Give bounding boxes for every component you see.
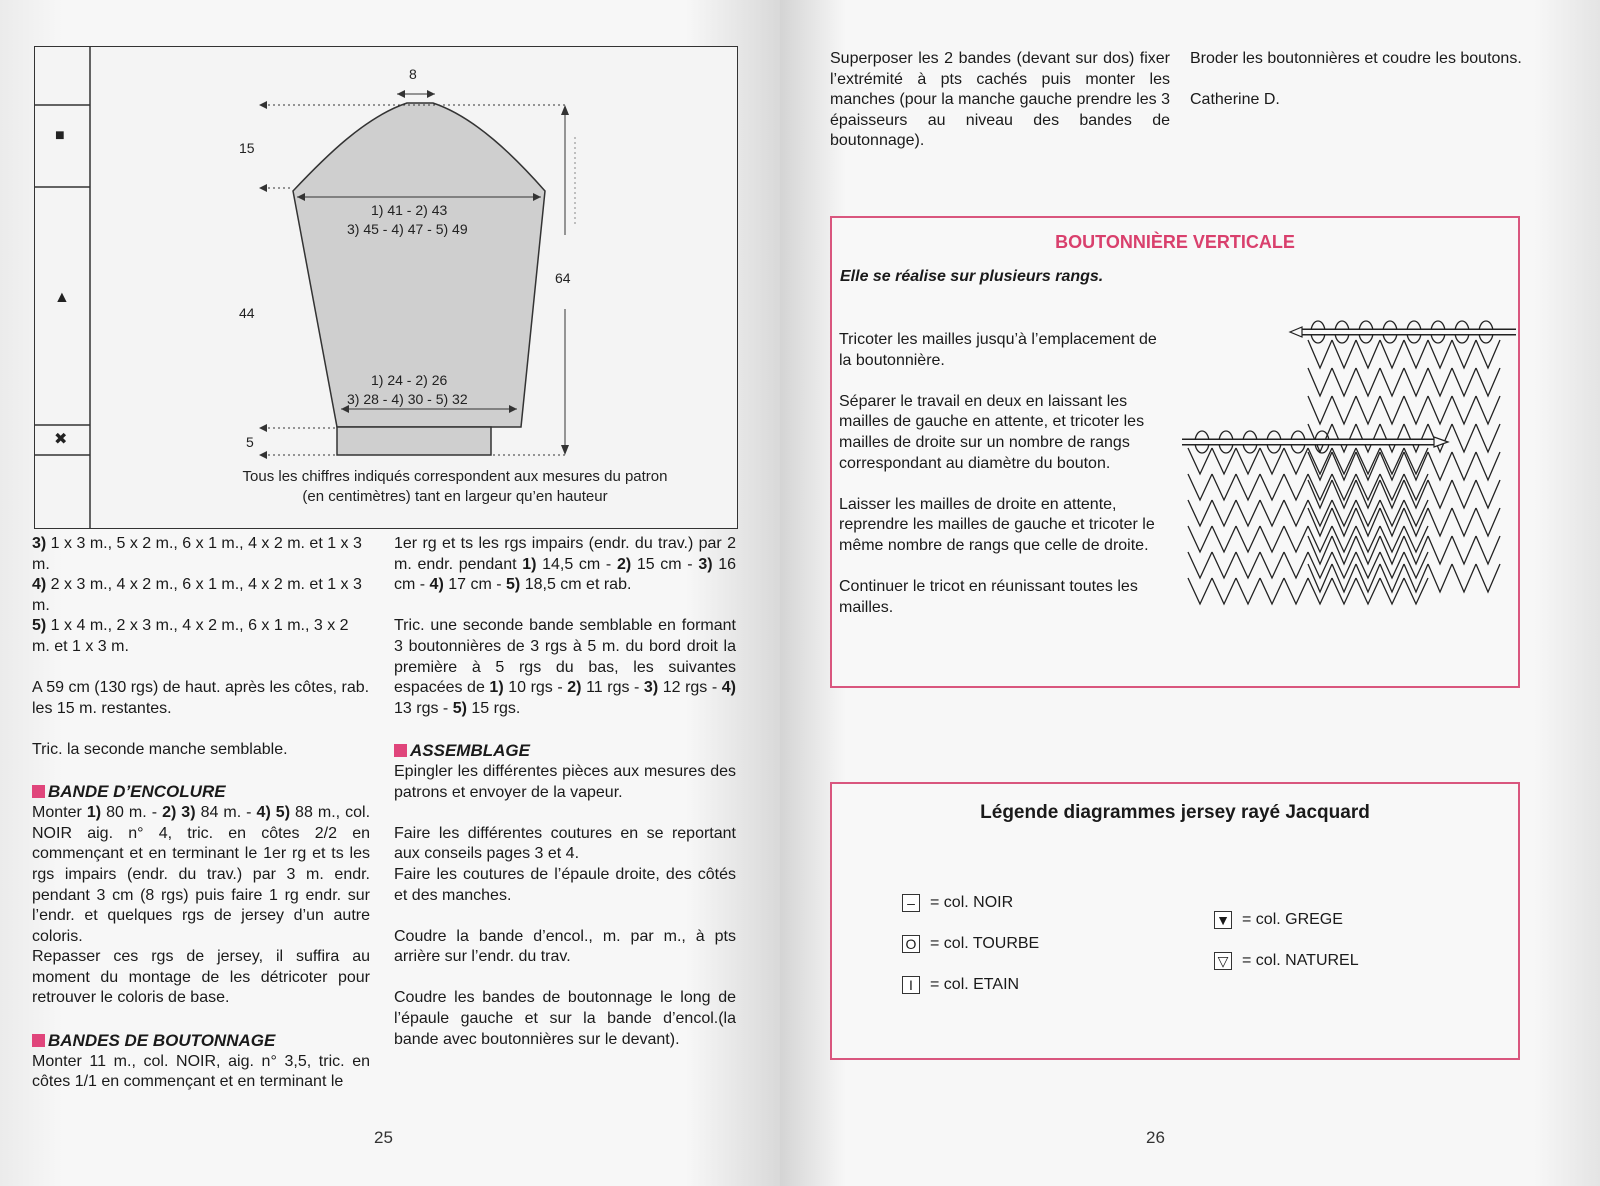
boutonniere-step-2: Séparer le travail en deux en laissant les mailles de gauche en attente, et tricoter les mailles de droite sur un nombre de rangs correspondant au diamètre du bouton. [839, 392, 1145, 472]
seconde-bande-paragraph: Tric. une seconde bande semblable en formant 3 boutonnières de 3 rgs à 5 m. du bord droit la première à 5 rgs du bas, les suivantes espacées de 1) 10 rgs - 2) 11 rgs - 3) 12 rgs - 4) 13 rgs - 5) 15 rgs. [394, 617, 736, 717]
dim-top: 8 [409, 66, 417, 82]
dim-cap-height: 15 [239, 140, 255, 156]
left-page [0, 0, 780, 1186]
diagram-caption-line2: (en centimètres) tant en largeur qu’en hauteur [302, 488, 608, 505]
size-3-decrease: 3) 1 x 3 m., 5 x 2 m., 6 x 1 m., 4 x 2 m. et 1 x 3 m. [32, 535, 362, 573]
upper-width-line2: 3) 45 - 4) 47 - 5) 49 [347, 221, 468, 237]
legend-item-naturel: ▽ = col. NATUREL [1214, 952, 1359, 970]
sleeve-drawing [35, 47, 737, 528]
legende-box [830, 782, 1520, 1060]
heading-bande-encolure: BANDE D’ENCOLURE [32, 781, 370, 803]
bande-rgs-paragraph: 1er rg et ts les rgs impairs (endr. du trav.) par 2 m. endr. pendant 1) 14,5 cm - 2) 15 cm - 3) 16 cm - 4) 17 cm - 5) 18,5 cm et rab. [394, 535, 737, 594]
dim-cuff-height: 5 [246, 434, 254, 450]
assemblage-p3: Faire les coutures de l’épaule droite, des côtés et des manches. [394, 865, 736, 904]
symbol-outline-triangle-icon: ▽ [1214, 952, 1232, 970]
signature: Catherine D. [1190, 91, 1280, 109]
encolure-repasser: Repasser ces rgs de jersey, il suffira au moment du montage de les détricoter pour retrouver le coloris de base. [32, 948, 370, 1007]
boutonniere-subtitle: Elle se réalise sur plusieurs rangs. [840, 268, 1104, 285]
assemblage-p5: Coudre les bandes de boutonnage le long de l’épaule gauche et sur la bande d’encol.(la bande avec boutonnières sur le devant). [394, 989, 736, 1048]
legend-item-grege: ▼ = col. GREGE [1214, 911, 1343, 929]
right-page [780, 0, 1600, 1186]
assemblage-p4: Coudre la bande d’encol., m. par m., à pts arrière sur l’endr. du trav. [394, 927, 736, 966]
size-5-decrease: 5) 1 x 4 m., 2 x 3 m., 4 x 2 m., 6 x 1 m., 3 x 2 m. et 1 x 3 m. [32, 617, 349, 655]
knitting-illustration [1178, 296, 1518, 606]
left-col-2 [394, 534, 736, 1071]
boutonniere-box [830, 216, 1520, 688]
legend-item-noir: – = col. NOIR [902, 894, 1013, 912]
assemblage-p2: Faire les différentes coutures en se reportant aux conseils pages 3 et 4. [394, 824, 736, 863]
boutonniere-step-3: Laisser les mailles de droite en attente, reprendre les mailles de gauche et tricoter le même nombre de rangs que celle de droite. [839, 495, 1155, 554]
side-symbol-cross: ✖ [54, 431, 68, 448]
side-symbol-triangle: ▲ [54, 289, 70, 306]
side-symbol-square: ■ [55, 127, 65, 144]
boutonniere-step-1: Tricoter les mailles jusqu’à l’emplacement de la boutonnière. [839, 331, 1157, 369]
symbol-circle-icon: O [902, 935, 920, 953]
assemblage-p1: Epingler les différentes pièces aux mesures des patrons et envoyer de la vapeur. [394, 762, 736, 801]
left-col-1 [32, 534, 370, 1093]
boutonniere-step-4: Continuer le tricot en réunissant toutes les mailles. [839, 578, 1138, 616]
size-4-decrease: 4) 2 x 3 m., 4 x 2 m., 6 x 1 m., 4 x 2 m. et 1 x 3 m. [32, 576, 362, 614]
dim-body-height: 44 [239, 305, 255, 321]
boutonniere-title: BOUTONNIÈRE VERTICALE [1055, 232, 1295, 252]
seconde-manche: Tric. la seconde manche semblable. [32, 740, 288, 758]
sleeve-diagram [34, 46, 738, 529]
right-col-2 [1190, 49, 1530, 131]
page-number-right: 26 [1146, 1128, 1165, 1147]
superposer-paragraph: Superposer les 2 bandes (devant sur dos) fixer l’extrémité à pts cachés puis monter les manches (pour la manche gauche prendre les 3 épaisseurs au niveau des bandes de boutonnage). [830, 50, 1170, 150]
lower-width-line2: 3) 28 - 4) 30 - 5) 32 [347, 391, 468, 407]
rab-paragraph: A 59 cm (130 rgs) de haut. après les côtes, rab. les 15 m. restantes. [32, 679, 370, 717]
legende-title: Légende diagrammes jersey rayé Jacquard [980, 802, 1370, 823]
legend-item-tourbe: O = col. TOURBE [902, 935, 1039, 953]
broder-paragraph: Broder les boutonnières et coudre les boutons. [1190, 50, 1522, 67]
upper-width-line1: 1) 41 - 2) 43 [371, 202, 448, 218]
page-number-left: 25 [374, 1128, 393, 1147]
symbol-filled-triangle-icon: ▼ [1214, 911, 1232, 929]
diagram-caption-line1: Tous les chiffres indiqués correspondent aux mesures du patron [242, 468, 668, 485]
legend-item-etain: I = col. ETAIN [902, 976, 1019, 994]
encolure-paragraph: Monter 1) 80 m. - 2) 3) 84 m. - 4) 5) 88 m., col. NOIR aig. n° 4, tric. en côtes 2/2 en commençant et en terminant le 1er rg et ts les rgs impairs (endr. du trav.) par 3 m. endr. pendant 3 cm (8 rgs) puis faire 1 rg endr. sur l’endr. et quelques rgs de jersey d’un autre coloris. [32, 804, 371, 945]
heading-assemblage: ASSEMBLAGE [394, 740, 736, 762]
lower-width-line1: 1) 24 - 2) 26 [371, 372, 448, 388]
symbol-bar-icon: I [902, 976, 920, 994]
boutonnage-paragraph: Monter 11 m., col. NOIR, aig. n° 3,5, tric. en côtes 1/1 en commençant et en terminant le [32, 1052, 370, 1091]
heading-bandes-boutonnage: BANDES DE BOUTONNAGE [32, 1030, 370, 1052]
dim-total-height: 64 [555, 270, 571, 286]
boutonniere-steps [839, 330, 1169, 639]
symbol-dash-icon: – [902, 894, 920, 912]
